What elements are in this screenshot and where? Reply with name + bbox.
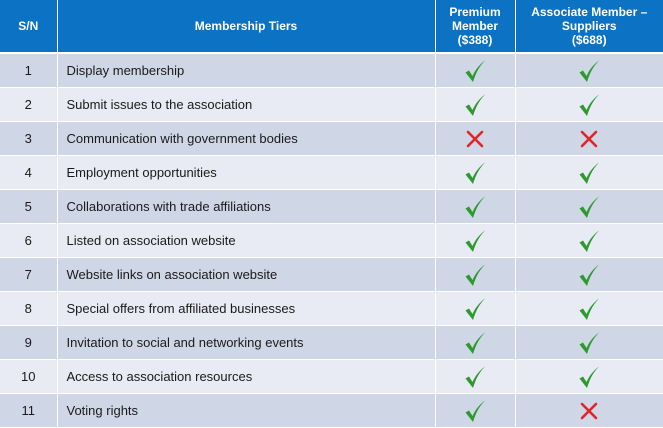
- row-associate-cell: [515, 122, 663, 156]
- header-premium-line: ($388): [457, 33, 493, 47]
- row-tier: Website links on association website: [57, 258, 435, 292]
- row-tier: Access to association resources: [57, 360, 435, 394]
- check-icon: [463, 195, 487, 219]
- row-associate-cell: [515, 394, 663, 428]
- row-tier: Employment opportunities: [57, 156, 435, 190]
- header-tiers: Membership Tiers: [57, 0, 435, 53]
- check-icon: [463, 263, 487, 287]
- row-associate-cell: [515, 326, 663, 360]
- cross-icon: [580, 130, 598, 148]
- row-tier: Communication with government bodies: [57, 122, 435, 156]
- check-icon: [463, 399, 487, 423]
- row-associate-cell: [515, 224, 663, 258]
- row-tier: Special offers from affiliated businesses: [57, 292, 435, 326]
- row-tier: Collaborations with trade affiliations: [57, 190, 435, 224]
- row-sn: 10: [0, 360, 57, 394]
- row-sn: 1: [0, 53, 57, 88]
- row-premium-cell: [435, 224, 515, 258]
- row-sn: 8: [0, 292, 57, 326]
- cross-icon: [466, 130, 484, 148]
- row-sn: 9: [0, 326, 57, 360]
- table-row: [0, 224, 663, 258]
- row-premium-cell: [435, 326, 515, 360]
- row-tier: Voting rights: [57, 394, 435, 428]
- row-premium-cell: [435, 258, 515, 292]
- header-associate-line: ($688): [571, 33, 607, 47]
- header-premium-line: Member: [451, 19, 498, 33]
- table-row: [0, 394, 663, 428]
- row-associate-cell: [515, 156, 663, 190]
- row-premium-cell: [435, 88, 515, 122]
- check-icon: [577, 229, 601, 253]
- check-icon: [463, 229, 487, 253]
- check-icon: [463, 161, 487, 185]
- row-tier: Submit issues to the association: [57, 88, 435, 122]
- check-icon: [577, 297, 601, 321]
- header-associate: [515, 0, 663, 53]
- check-icon: [577, 263, 601, 287]
- row-premium-cell: [435, 292, 515, 326]
- check-icon: [463, 331, 487, 355]
- table-row: [0, 258, 663, 292]
- check-icon: [577, 331, 601, 355]
- table-row: [0, 122, 663, 156]
- table-body: [0, 53, 663, 428]
- check-icon: [577, 365, 601, 389]
- row-premium-cell: [435, 190, 515, 224]
- table-row: [0, 292, 663, 326]
- table-row: [0, 53, 663, 88]
- header-premium: [435, 0, 515, 53]
- row-premium-cell: [435, 122, 515, 156]
- cross-icon: [580, 402, 598, 420]
- header-premium-line: Premium: [449, 5, 501, 19]
- row-premium-cell: [435, 53, 515, 88]
- table-row: [0, 326, 663, 360]
- check-icon: [577, 161, 601, 185]
- row-premium-cell: [435, 394, 515, 428]
- row-associate-cell: [515, 190, 663, 224]
- check-icon: [577, 59, 601, 83]
- header-sn: S/N: [0, 0, 57, 53]
- header-associate-line: Associate Member –: [531, 5, 648, 19]
- row-sn: 4: [0, 156, 57, 190]
- row-sn: 6: [0, 224, 57, 258]
- row-associate-cell: [515, 88, 663, 122]
- row-premium-cell: [435, 156, 515, 190]
- row-associate-cell: [515, 53, 663, 88]
- row-associate-cell: [515, 360, 663, 394]
- check-icon: [463, 59, 487, 83]
- row-premium-cell: [435, 360, 515, 394]
- row-tier: Invitation to social and networking events: [57, 326, 435, 360]
- row-tier: Listed on association website: [57, 224, 435, 258]
- header-associate-line: Suppliers: [561, 19, 617, 33]
- row-sn: 11: [0, 394, 57, 428]
- check-icon: [577, 93, 601, 117]
- table-row: [0, 156, 663, 190]
- check-icon: [463, 365, 487, 389]
- table-row: [0, 190, 663, 224]
- row-associate-cell: [515, 258, 663, 292]
- table-row: [0, 88, 663, 122]
- row-tier: Display membership: [57, 53, 435, 88]
- check-icon: [463, 93, 487, 117]
- row-sn: 7: [0, 258, 57, 292]
- table-row: [0, 360, 663, 394]
- row-sn: 5: [0, 190, 57, 224]
- row-sn: 3: [0, 122, 57, 156]
- header-row: [0, 0, 663, 53]
- row-associate-cell: [515, 292, 663, 326]
- check-icon: [577, 195, 601, 219]
- row-sn: 2: [0, 88, 57, 122]
- check-icon: [463, 297, 487, 321]
